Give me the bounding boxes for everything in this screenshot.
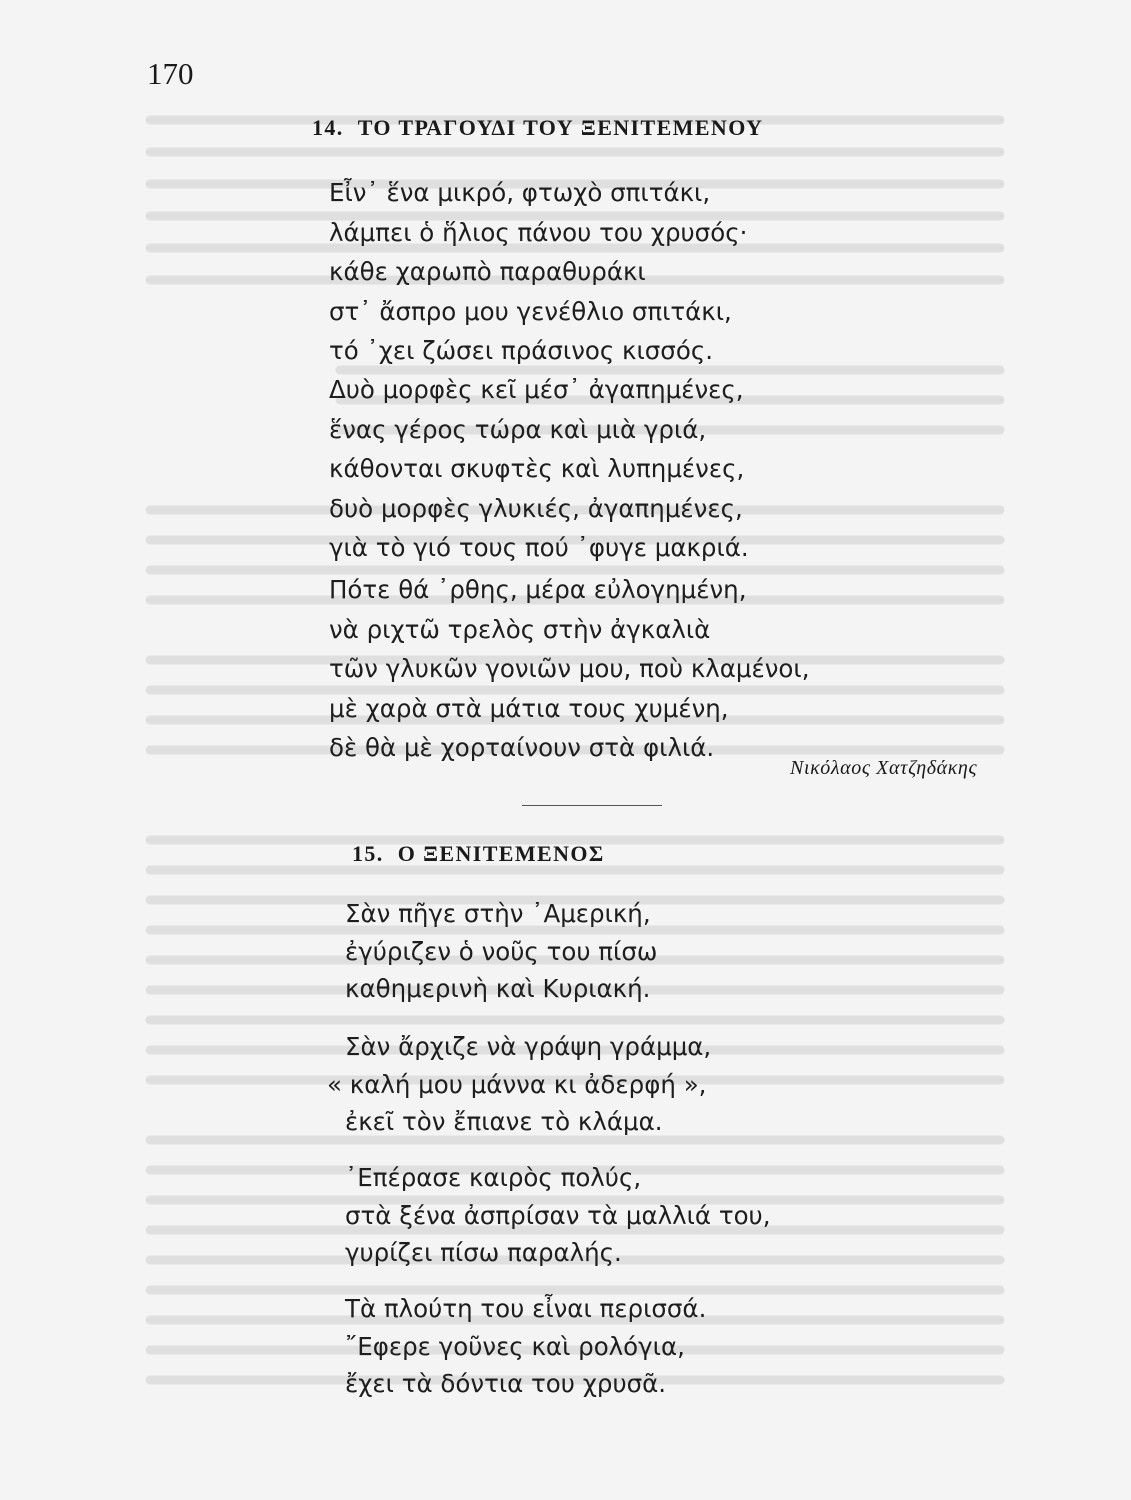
verse-line: Σὰν ἄρχιζε νὰ γράψη γράμμα,	[345, 1032, 712, 1061]
stanza	[345, 895, 657, 1008]
verse-line: νὰ ριχτῶ τρελὸς στὴν ἀγκαλιὰ	[329, 614, 711, 644]
author-signature: Νικόλαος Χατζηδάκης	[790, 757, 978, 779]
stanza	[345, 1290, 706, 1403]
poem-title-text: ΤΟ ΤΡΑΓΟΥΔΙ ΤΟΥ ΞΕΝΙΤΕΜΕΝΟΥ	[357, 115, 764, 140]
poem-number: 14.	[312, 115, 344, 140]
verse-line: Πότε θά ᾽ρθης, μέρα εὐλογημένη,	[329, 575, 747, 604]
poem-title	[352, 841, 605, 867]
verse-line: τό ᾽χει ζώσει πράσινος κισσός.	[329, 336, 713, 365]
poem-title	[312, 115, 763, 141]
verse-line: καθημερινὴ καὶ Κυριακή.	[345, 974, 651, 1003]
verse-line: ᾽Επέρασε καιρὸς πολύς,	[345, 1163, 642, 1192]
verse-line: ῎Εφερε γοῦνες καὶ ρολόγια,	[345, 1331, 685, 1361]
verse-line: μὲ χαρὰ στὰ μάτια τους χυμένη,	[329, 693, 729, 723]
stanza	[329, 370, 749, 568]
verse-line: γυρίζει πίσω παραλής.	[345, 1238, 622, 1267]
verse-line: Εἶν᾽ ἕνα μικρό, φτωχὸ σπιτάκι,	[329, 178, 711, 207]
verse-line: δυὸ μορφὲς γλυκιές, ἀγαπημένες,	[329, 493, 743, 523]
verse-line: ἐκεῖ τὸν ἔπιανε τὸ κλάμα.	[345, 1107, 663, 1136]
verse-line: Δυὸ μορφὲς κεῖ μέσ᾽ ἀγαπημένες,	[329, 375, 744, 404]
verse-line: ἔχει τὰ δόντια του χρυσᾶ.	[345, 1369, 667, 1398]
verse-line: Τὰ πλούτη του εἶναι περισσά.	[345, 1294, 707, 1323]
verse-line: Σὰν πῆγε στὴν ᾽Αμερική,	[345, 899, 651, 928]
verse-line: κάθονται σκυφτὲς καὶ λυπημένες,	[329, 454, 745, 483]
verse-line: δὲ θὰ μὲ χορταίνουν στὰ φιλιά.	[329, 733, 715, 762]
section-divider	[522, 805, 662, 806]
stanza	[329, 570, 810, 768]
poem-number: 15.	[352, 841, 384, 866]
poem-title-text: Ο ΞΕΝΙΤΕΜΕΝΟΣ	[397, 841, 605, 866]
verse-line: λάμπει ὁ ἥλιος πάνου του χρυσός·	[329, 217, 748, 247]
verse-line: « καλή μου μάννα κι ἀδερφή »,	[327, 1069, 707, 1099]
stanza	[329, 173, 747, 371]
verse-line: τῶν γλυκῶν γονιῶν μου, ποὺ κλαμένοι,	[329, 654, 810, 683]
page-number: 170	[147, 56, 194, 91]
verse-line: στ᾽ ἄσπρο μου γενέθλιο σπιτάκι,	[329, 296, 732, 326]
verse-line: ἕνας γέρος τώρα καὶ μιὰ γριά,	[329, 414, 707, 444]
stanza	[345, 1159, 771, 1272]
stanza	[327, 1028, 711, 1141]
verse-line: στὰ ξένα ἀσπρίσαν τὰ μαλλιά του,	[345, 1200, 771, 1230]
verse-line: ἐγύριζεν ὁ νοῦς του πίσω	[345, 936, 658, 966]
verse-line: κάθε χαρωπὸ παραθυράκι	[329, 257, 646, 286]
verse-line: γιὰ τὸ γιό τους πού ᾽φυγε μακριά.	[329, 533, 749, 562]
